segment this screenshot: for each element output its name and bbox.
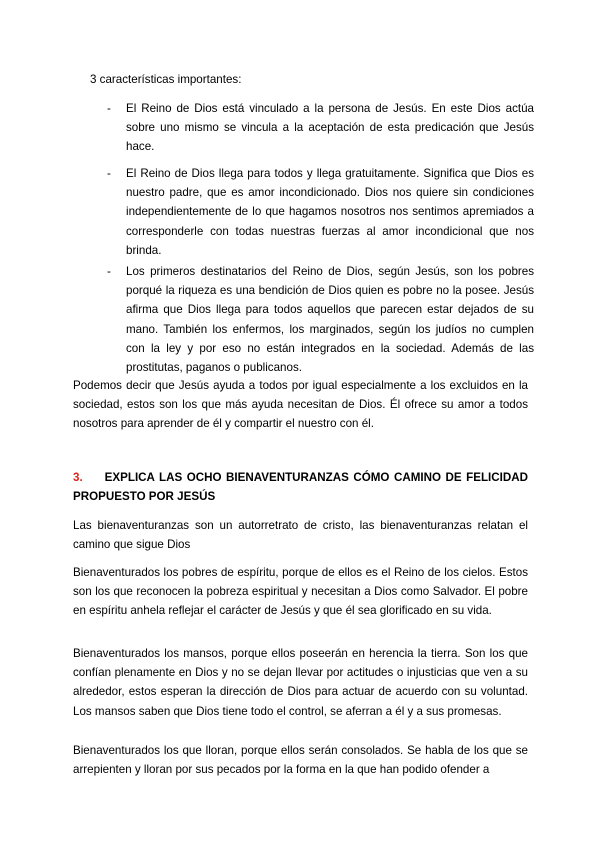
paragraph-3: Bienaventurados los mansos, porque ellos poseerán en herencia la tierra. Son los que confían plenamente en Dios y no se dejan llevar por actitudes o injusticias que ven a su alrededor, estos esperan la dirección de Dios para actuar de acuerdo con su voluntad. Los mansos saben que Dios tiene todo el control, se aferran a él y a sus promesas. bbox=[73, 647, 528, 718]
paragraph-1: Las bienaventuranzas son un autorretrato de cristo, las bienaventuranzas relatan el camino que sigue Dios bbox=[73, 519, 528, 552]
bullet-text: Los primeros destinatarios del Reino de Dios, según Jesús, son los pobres porqué la riqueza es una bendición de Dios quien es pobre no la posee. Jesús afirma que Dios llega para todos aquellos que parecen estar dejados de su mano. También los enfermos, los marginados, según los judíos no cumplen con la ley y por eso no están integrados en la sociedad. Además de las prostitutas, paganos o publicanos. bbox=[126, 265, 534, 375]
section-number: 3. bbox=[73, 471, 83, 484]
paragraph-4: Bienaventurados los que lloran, porque ellos serán consolados. Se habla de los que se arrepienten y lloran por sus pecados por la forma en la que han podido ofender a bbox=[73, 744, 528, 777]
bullet-text: El Reino de Dios llega para todos y llega gratuitamente. Significa que Dios es nuestro padre, que es amor incondicionado. Dios nos quiere sin condiciones independientemente de lo que hagamos nosotros nos sentimos apremiados a corresponderle con todas nuestras fuerzas al amor incondicional que nos brinda. bbox=[126, 167, 534, 257]
bullet-dash: - bbox=[107, 265, 111, 278]
bullet-dash: - bbox=[107, 167, 111, 180]
bullet-text: El Reino de Dios está vinculado a la persona de Jesús. En este Dios actúa sobre uno mismo se vincula a la aceptación de esta predicación que Jesús hace. bbox=[126, 102, 534, 154]
paragraph-2: Bienaventurados los pobres de espíritu, porque de ellos es el Reino de los cielos. Estos son los que reconocen la pobreza espiritual y necesitan a Dios como Salvador. El pobre en espíritu anhela reflejar el carácter de Jesús y que él sea glorificado en su vida. bbox=[73, 566, 528, 618]
section-title: EXPLICA LAS OCHO BIENAVENTURANZAS CÓMO CAMINO DE FELICIDAD PROPUESTO POR JESÚS bbox=[73, 471, 528, 504]
bullet-dash: - bbox=[107, 102, 111, 115]
intro-line: 3 características importantes: bbox=[90, 73, 242, 86]
summary-paragraph: Podemos decir que Jesús ayuda a todos por igual especialmente a los excluidos en la sociedad, estos son los que más ayuda necesitan de Dios. Él ofrece su amor a todos nosotros para aprender de él y compartir el nuestro con él. bbox=[73, 379, 528, 431]
section-heading bbox=[73, 468, 528, 506]
